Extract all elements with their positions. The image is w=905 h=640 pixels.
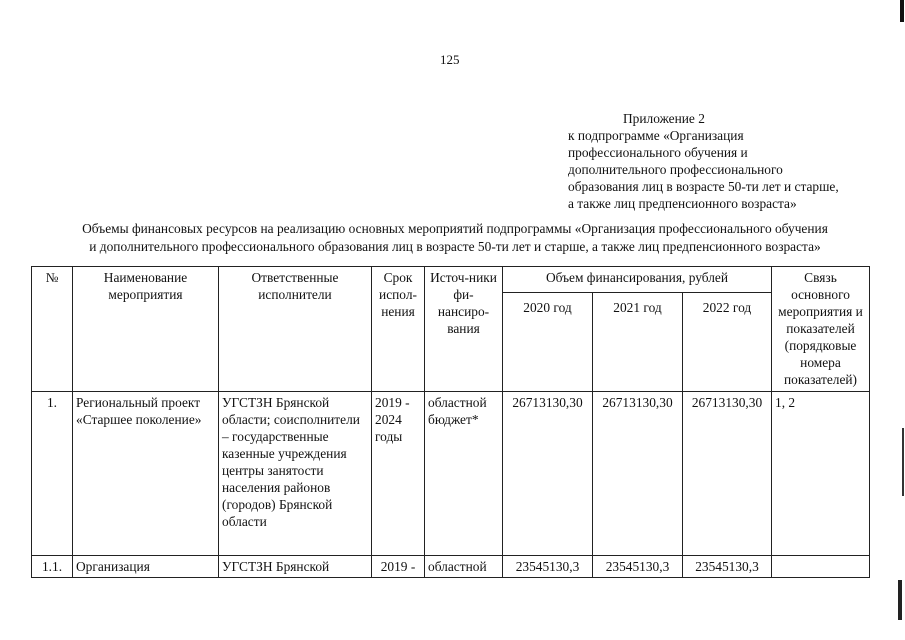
header-financing: Объем финансирования, рублей xyxy=(503,267,772,293)
row-link: 1, 2 xyxy=(772,392,870,556)
row-term: 2019 - 2024 годы xyxy=(372,392,425,556)
header-year-2022: 2022 год xyxy=(683,293,772,392)
row-num: 1.1. xyxy=(32,556,73,578)
appendix-line: а также лиц предпенсионного возраста» xyxy=(568,196,797,211)
row-term: 2019 - xyxy=(372,556,425,578)
header-source: Источ-ники фи-нансиро-вания xyxy=(425,267,503,392)
scan-edge-mark xyxy=(902,428,904,496)
appendix-heading: Приложение 2 xyxy=(623,111,705,126)
row-value-2021: 23545130,3 xyxy=(593,556,683,578)
header-year-2021: 2021 год xyxy=(593,293,683,392)
header-executors: Ответственные исполнители xyxy=(219,267,372,392)
table-header-row xyxy=(32,267,870,293)
scan-edge-mark xyxy=(898,580,902,620)
row-value-2022: 23545130,3 xyxy=(683,556,772,578)
appendix-note xyxy=(568,110,839,212)
document-title xyxy=(30,220,880,256)
header-num: № xyxy=(32,267,73,392)
appendix-line: профессионального обучения и xyxy=(568,145,748,160)
row-executors: УГСТЗН Брянской xyxy=(219,556,372,578)
appendix-line: образования лиц в возрасте 50-ти лет и старше, xyxy=(568,179,839,194)
row-source: областной xyxy=(425,556,503,578)
title-line: Объемы финансовых ресурсов на реализацию основных мероприятий подпрограммы «Организация профессионального обучения xyxy=(82,221,828,236)
row-link xyxy=(772,556,870,578)
table-row xyxy=(32,556,870,578)
row-source: областной бюджет* xyxy=(425,392,503,556)
header-name: Наименование мероприятия xyxy=(73,267,219,392)
appendix-line: дополнительного профессионального xyxy=(568,162,783,177)
page-number: 125 xyxy=(440,52,460,67)
financing-table xyxy=(31,266,870,578)
table-row xyxy=(32,392,870,556)
appendix-line: к подпрограмме «Организация xyxy=(568,128,744,143)
row-num: 1. xyxy=(32,392,73,556)
row-value-2020: 23545130,3 xyxy=(503,556,593,578)
header-term: Срок испол-нения xyxy=(372,267,425,392)
title-line: и дополнительного профессионального образования лиц в возрасте 50-ти лет и старше, а также лиц предпенсионного возраста» xyxy=(89,239,821,254)
row-executors: УГСТЗН Брянской области; соисполнители – государственные казенные учреждения центры занятости населения районов (городов) Брянской области xyxy=(219,392,372,556)
row-name: Региональный проект «Старшее поколение» xyxy=(73,392,219,556)
row-value-2022: 26713130,30 xyxy=(683,392,772,556)
header-year-2020: 2020 год xyxy=(503,293,593,392)
header-link: Связь основного мероприятия и показателей (порядковые номера показателей) xyxy=(772,267,870,392)
row-value-2020: 26713130,30 xyxy=(503,392,593,556)
row-name: Организация xyxy=(73,556,219,578)
scan-edge-mark xyxy=(900,0,904,22)
row-value-2021: 26713130,30 xyxy=(593,392,683,556)
